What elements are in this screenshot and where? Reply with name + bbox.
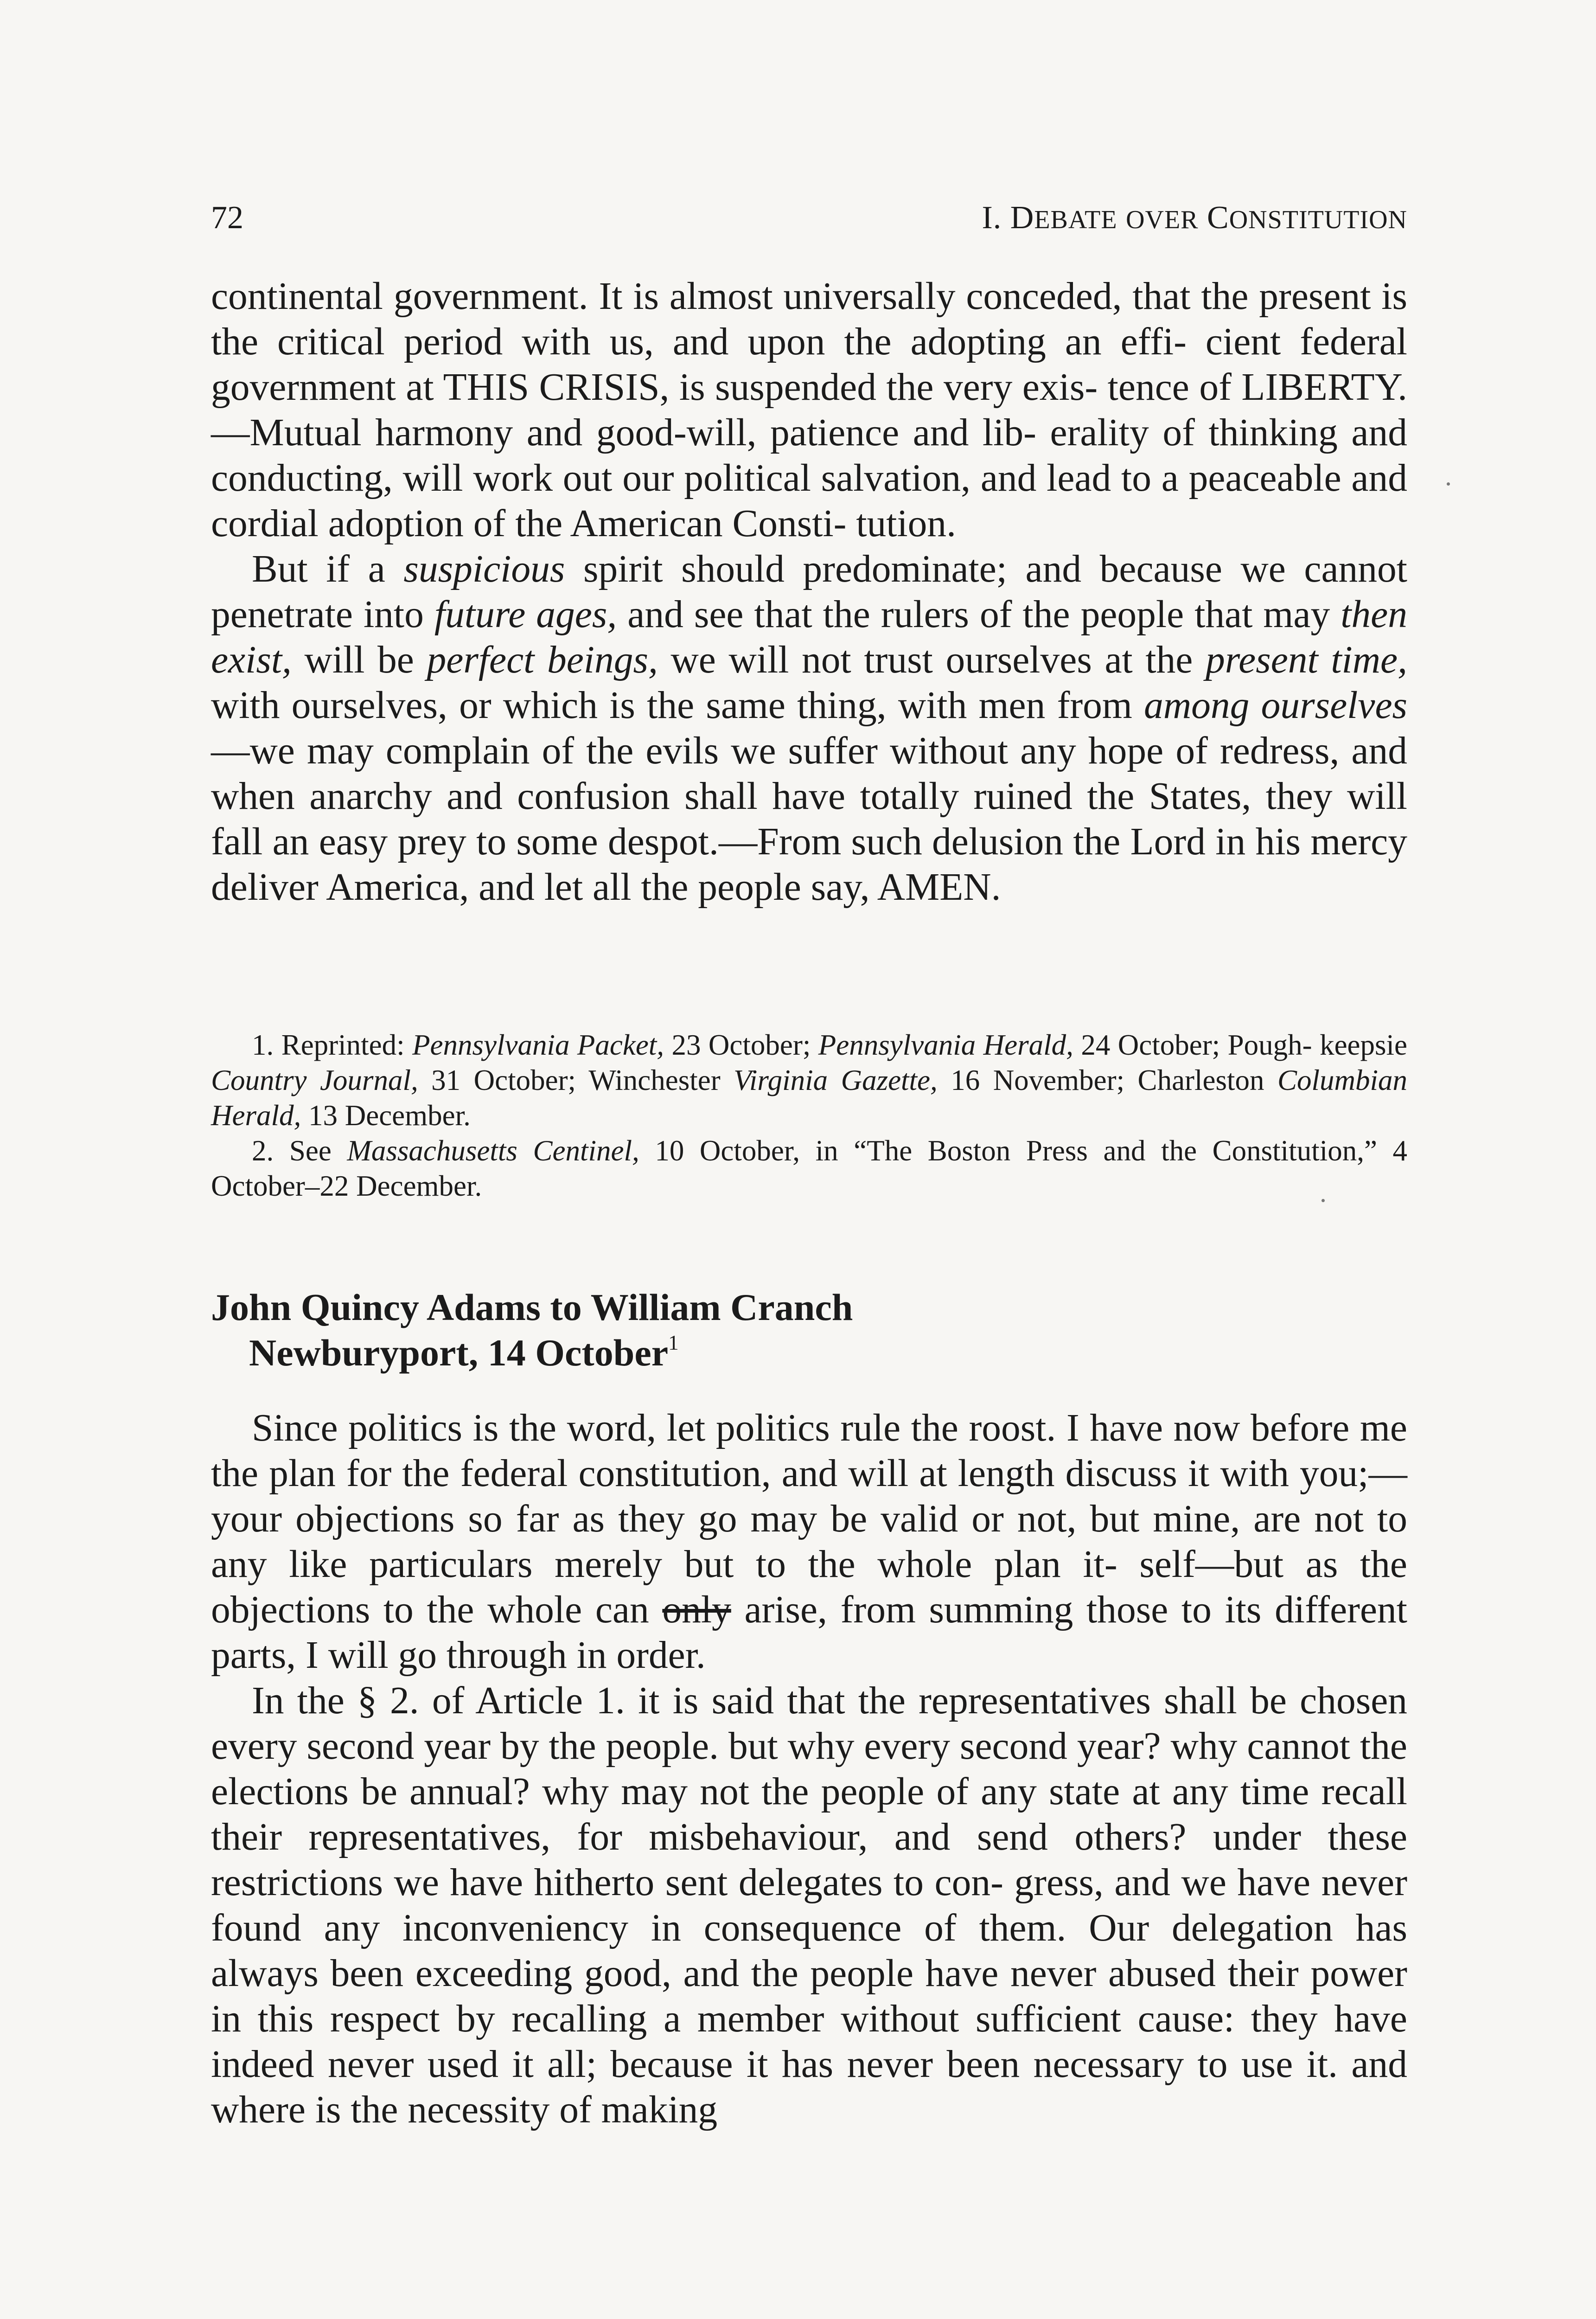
paragraph-continuation: continental government. It is almost universally conceded, that the present is the critical period with us, and upon the adopting an effi- cient federal government at THIS CRISIS, is suspended the very exis- tence of LIBERTY.—Mutual harmony and good-will, patience and lib- erality of thinking and conducting, will work out our political salvation, and lead to a peaceable and cordial adoption of the American Consti- tution. [211,275,1407,545]
document-2-heading [211,1285,1407,1376]
heading-place-date: Newburyport, 14 October$^1$ [249,1331,679,1374]
paragraph-suspicious-spirit: But if a suspicious spirit should predominate; and because we cannot penetrate into future ages, and see that the rulers of the people that may then exist, will be perfect beings, we will not trust ourselves at the present time, with ourselves, or which is the same thing, with men from among ourselves—we may complain of the evils we suffer without any hope of redress, and when anarchy and confusion shall have totally ruined the States, they will fall an easy prey to some despot.—From such delusion the Lord in his mercy deliver America, and let all the people say, AMEN. [211,548,1408,909]
running-head [211,192,1407,243]
stray-ink-dot [1321,1199,1325,1202]
paragraph-politics: Since politics is the word, let politics rule the roost. I have now before me the plan for the federal constitution, and will at length discuss it with you;—your objections so far as they go may be valid or not, but mine, are not to any like particulars merely but to the whole plan it- self—but as the objections to the whole can only arise, from summing those to its different parts, I will go through in order. [211,1407,1407,1677]
section-title: I. DEBATE OVER CONSTITUTION [982,200,1407,236]
book-page [211,0,1407,2319]
document-2-text [211,1405,1407,2133]
page-number: 72 [211,200,243,236]
paragraph-article-1: In the § 2. of Article 1. it is said that the representatives shall be chosen every second year by the people. but why every second year? why cannot the elections be annual? why may not the people of any state at any time recall their representatives, for misbehaviour, and send others? under these restrictions we have hitherto sent delegates to con- gress, and we have never found any inconveniency in consequence of them. Our delegation has always been exceeding good, and the people have never abused their power in this respect by recalling a member without sufficient cause: they have indeed never used it all; because it has never been necessary to use it. and where is the necessity of making [211,1679,1407,2131]
document-1-text [211,274,1407,910]
footnote-reference: 1 [668,1331,679,1355]
footnote-1: 1. Reprinted: Pennsylvania Packet, 23 October; Pennsylvania Herald, 24 October; Pough- keepsie Country Journal, 31 October; Winchester Virginia Gazette, 16 November; Charleston Columbian Herald, 13 December. [211,1029,1407,1132]
footnote-2: 2. See Massachusetts Centinel, 10 October, in “The Boston Press and the Constitution,” 4 October–22 December. [211,1134,1408,1202]
footnotes [211,1027,1407,1204]
struck-word: only [662,1589,731,1631]
heading-correspondents: John Quincy Adams to William Cranch [211,1286,853,1328]
stray-ink-dot [1447,482,1450,486]
